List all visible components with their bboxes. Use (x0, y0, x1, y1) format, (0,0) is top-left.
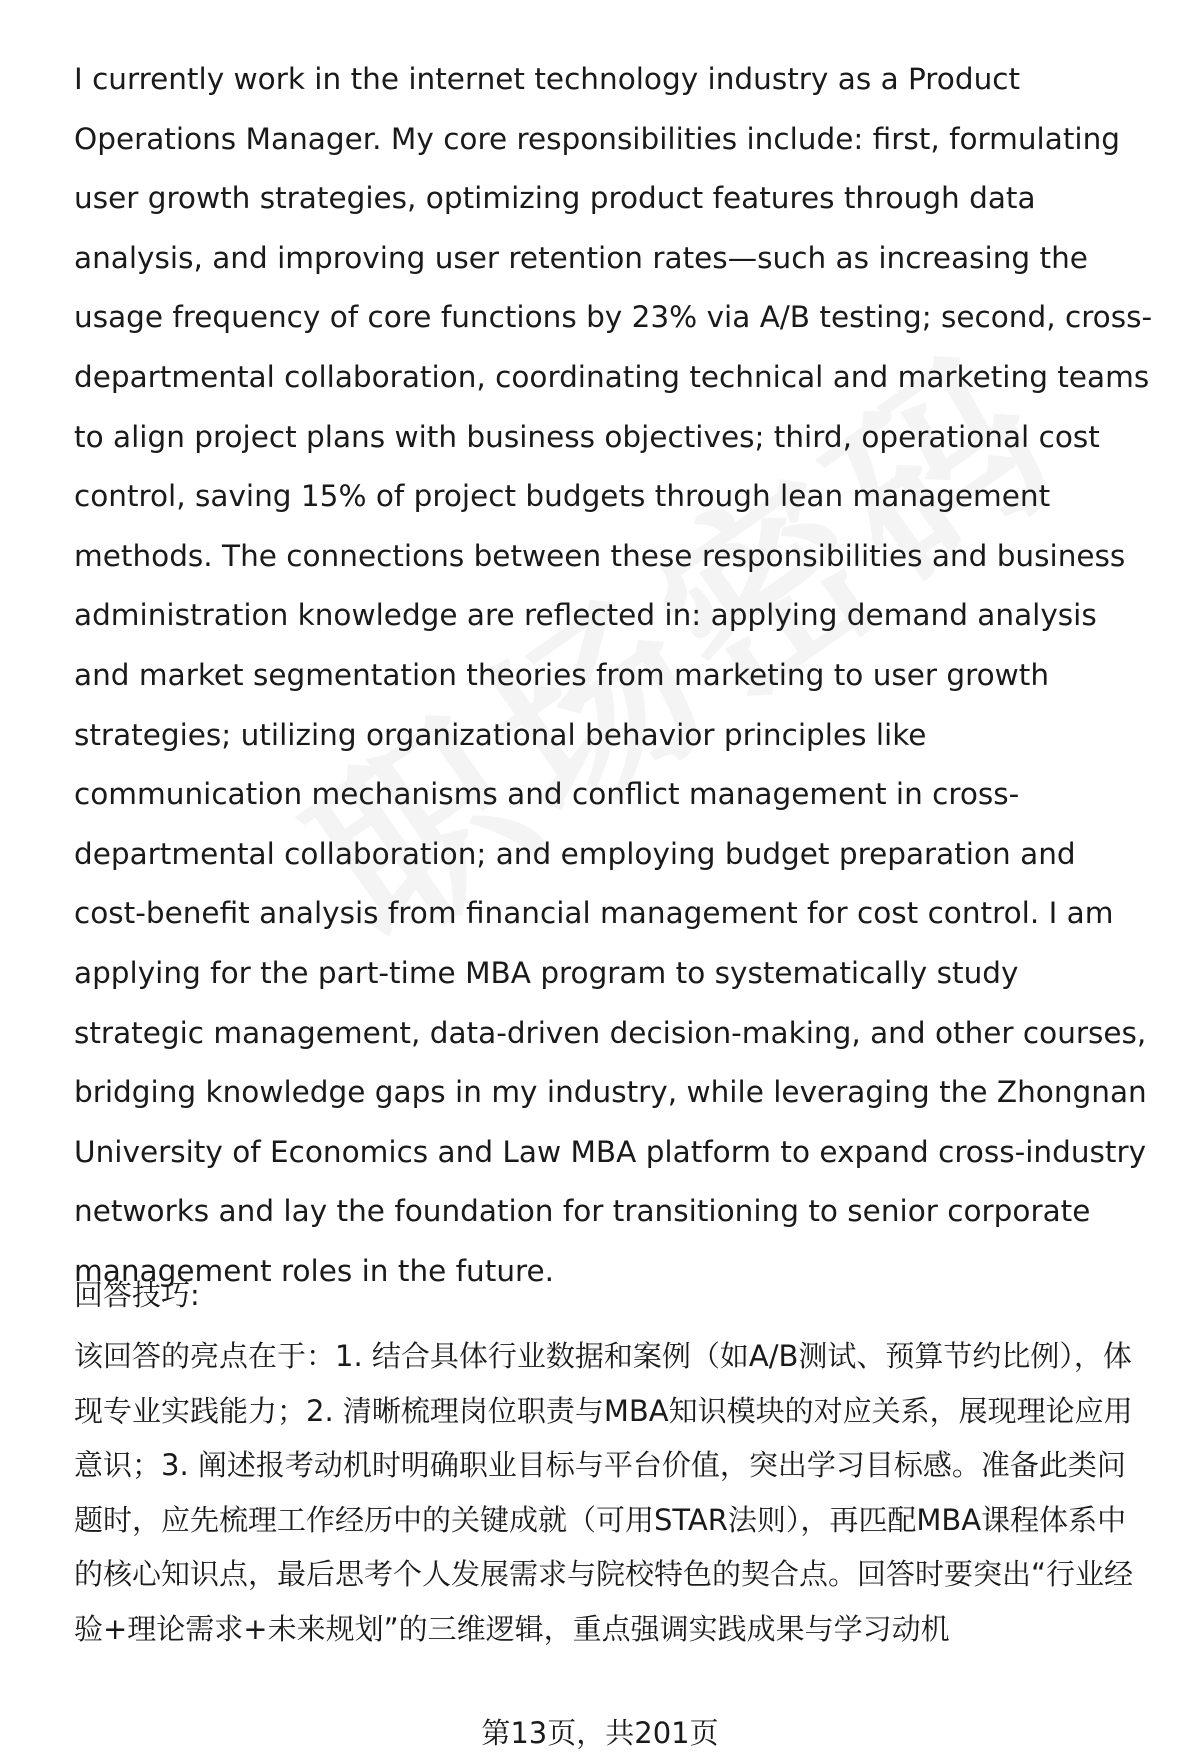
tips-body: 该回答的亮点在于：1. 结合具体行业数据和案例（如A/B测试、预算节约比例），体现专业实践能力；2. 清晰梳理岗位职责与MBA知识模块的对应关系，展现理论应用意识；3. 阐述报考动机时明确职业目标与平台价值，突出学习目标感。准备此类问题时，应先梳理工作经历中的关键成就（可用STAR法则），再匹配MBA课程体系中的核心知识点，最后思考个人发展需求与院校特色的契合点。回答时要突出“行业经验+理论需求+未来规划”的三维逻辑，重点强调实践成果与学习动机 (74, 1339, 1134, 1646)
page-number: 第13页，共201页 (481, 1716, 719, 1750)
tips-heading: 回答技巧: (74, 1278, 200, 1312)
answer-paragraph: I currently work in the internet technology industry as a Product Operations Manager. My core responsibilities include: first, formulating user growth strategies, optimizing product features through data analysis, and improving user retention rates—such as increasing the usage frequency of core functions by 23% via A/B testing; second, cross-departmental collaboration, coordinating technical and marketing teams to align project plans with business objectives; third, operational cost control, saving 15% of project budgets through lean management methods. The connections between these responsibilities and business administration knowledge are reflected in: applying demand analysis and market segmentation theories from marketing to user growth strategies; utilizing organizational behavior principles like communication mechanisms and conflict management in cross-departmental collaboration; and employing budget preparation and cost-benefit analysis from financial management for cost control. I am applying for the part-time MBA program to systematically study strategic management, data-driven decision-making, and other courses, bridging knowledge gaps in my industry, while leveraging the Zhongnan University of Economics and Law MBA platform to expand cross-industry networks and lay the foundation for transitioning to senior corporate management roles in the future. (74, 62, 1153, 1288)
